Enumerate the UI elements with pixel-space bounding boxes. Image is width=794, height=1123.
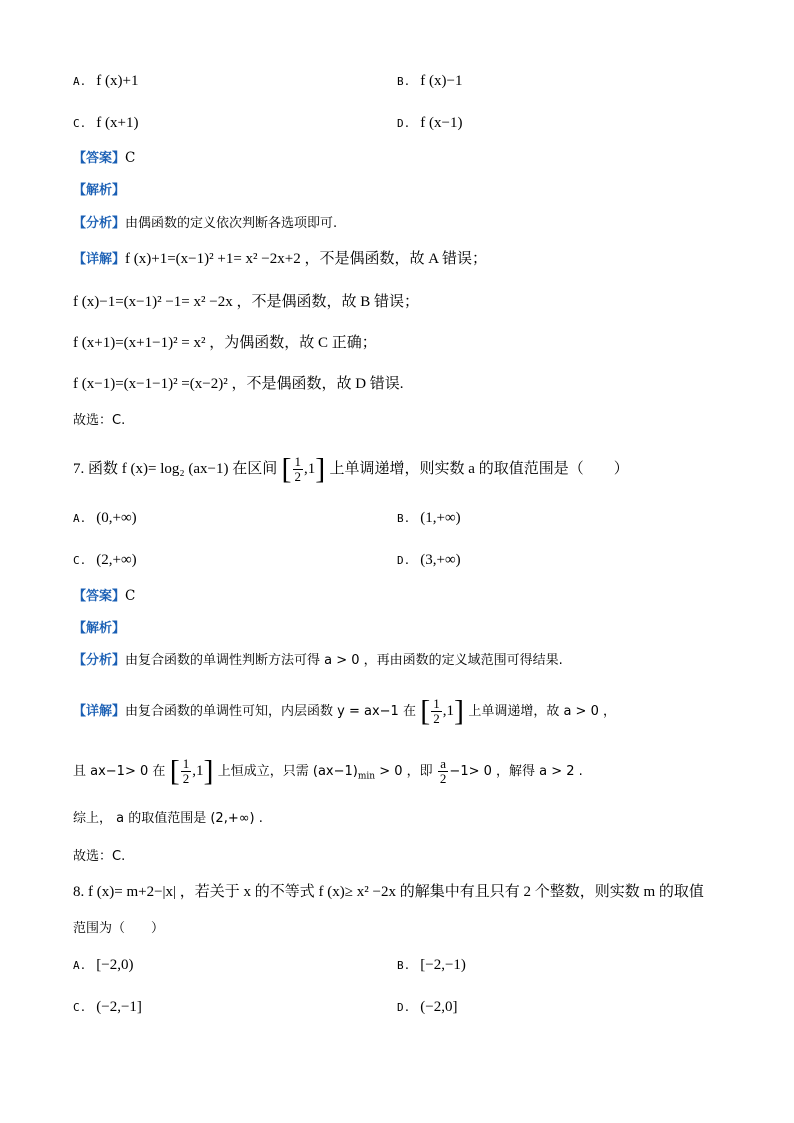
- q7-detail-fraction-2: $\frac{1}{2}$: [182, 756, 190, 786]
- q6-fenxi: 【分析】由偶函数的定义依次判断各选项即可.: [73, 216, 338, 231]
- q7-detail-line-1: 【详解】由复合函数的单调性可知，内层函数 y = ax−1 在 [ $\frac{1}{2}$ ,1] 上单调递增，故 a > 0 ，: [73, 694, 616, 728]
- q7-option-a: A. (0,+∞): [73, 510, 137, 526]
- q6-option-b: B. f (x)−1: [397, 73, 463, 89]
- q8-stem-line-2: 范围为（ ）: [73, 921, 165, 936]
- q7-detail-fraction-a-over-2: $\frac{a}{2}$: [439, 756, 447, 786]
- q7-stem: 7. 函数 f (x)= log₂ (ax−1) 在区间 [ $\frac{1}{2}$ ,1] 上单调递增，则实数 a 的取值范围是（ ）: [73, 452, 629, 486]
- q7-option-d: D. (3,+∞): [397, 552, 461, 568]
- q7-interval-fraction: $\frac{1}{2}$: [294, 454, 301, 484]
- q7-option-c: C. (2,+∞): [73, 552, 137, 568]
- q6-detail-line-2: f (x)−1=(x−1)² −1= x² −2x ，不是偶函数，故 B 错误；: [73, 294, 419, 310]
- q8-option-a: A. [−2,0): [73, 957, 134, 973]
- q6-detail-line-3: f (x+1)=(x+1−1)² = x² ，为偶函数，故 C 正确；: [73, 335, 377, 351]
- q6-detail-line-4: f (x−1)=(x−1−1)² =(x−2)² ，不是偶函数，故 D 错误.: [73, 376, 404, 392]
- q6-option-d: D. f (x−1): [397, 115, 463, 131]
- q6-option-c: C. f (x+1): [73, 115, 139, 131]
- q6-answer: 【答案】C: [73, 150, 136, 166]
- q8-option-d: D. (−2,0]: [397, 999, 458, 1015]
- q8-option-b: B. [−2,−1): [397, 957, 466, 973]
- q6-analysis-heading: 【解析】: [73, 183, 126, 198]
- q7-detail-line-2: 且 ax−1> 0 在 [ $\frac{1}{2}$ ,1] 上恒成立，只需 $(ax-1)_{min} > 0$ ，即 $\frac{a}{2}$ −1> 0 ，解得 a > 2 .: [73, 754, 583, 788]
- q7-detail-fraction-1: $\frac{1}{2}$: [433, 696, 440, 726]
- q6-detail-line-1: 【详解】f (x)+1=(x−1)² +1= x² −2x+2 ，不是偶函数，故 A 错误；: [73, 251, 487, 267]
- q7-option-b: B. (1,+∞): [397, 510, 461, 526]
- q7-fenxi: 【分析】由复合函数的单调性判断方法可得 a > 0 ，再由函数的定义域范围可得结果.: [73, 653, 563, 668]
- q6-conclusion: 故选：C.: [73, 413, 126, 428]
- q8-option-c: C. (−2,−1]: [73, 999, 142, 1015]
- q6-option-a: A. f (x)+1: [73, 73, 139, 89]
- q7-answer: 【答案】C: [73, 588, 136, 604]
- q7-summary: 综上， a 的取值范围是 (2,+∞) .: [73, 811, 263, 826]
- q7-analysis-heading: 【解析】: [73, 621, 126, 636]
- q8-stem-line-1: 8. f (x)= m+2−|x| ，若关于 x 的不等式 f (x)≥ x² −2x 的解集中有且只有 2 个整数，则实数 m 的取值: [73, 884, 704, 900]
- q7-conclusion: 故选：C.: [73, 849, 126, 864]
